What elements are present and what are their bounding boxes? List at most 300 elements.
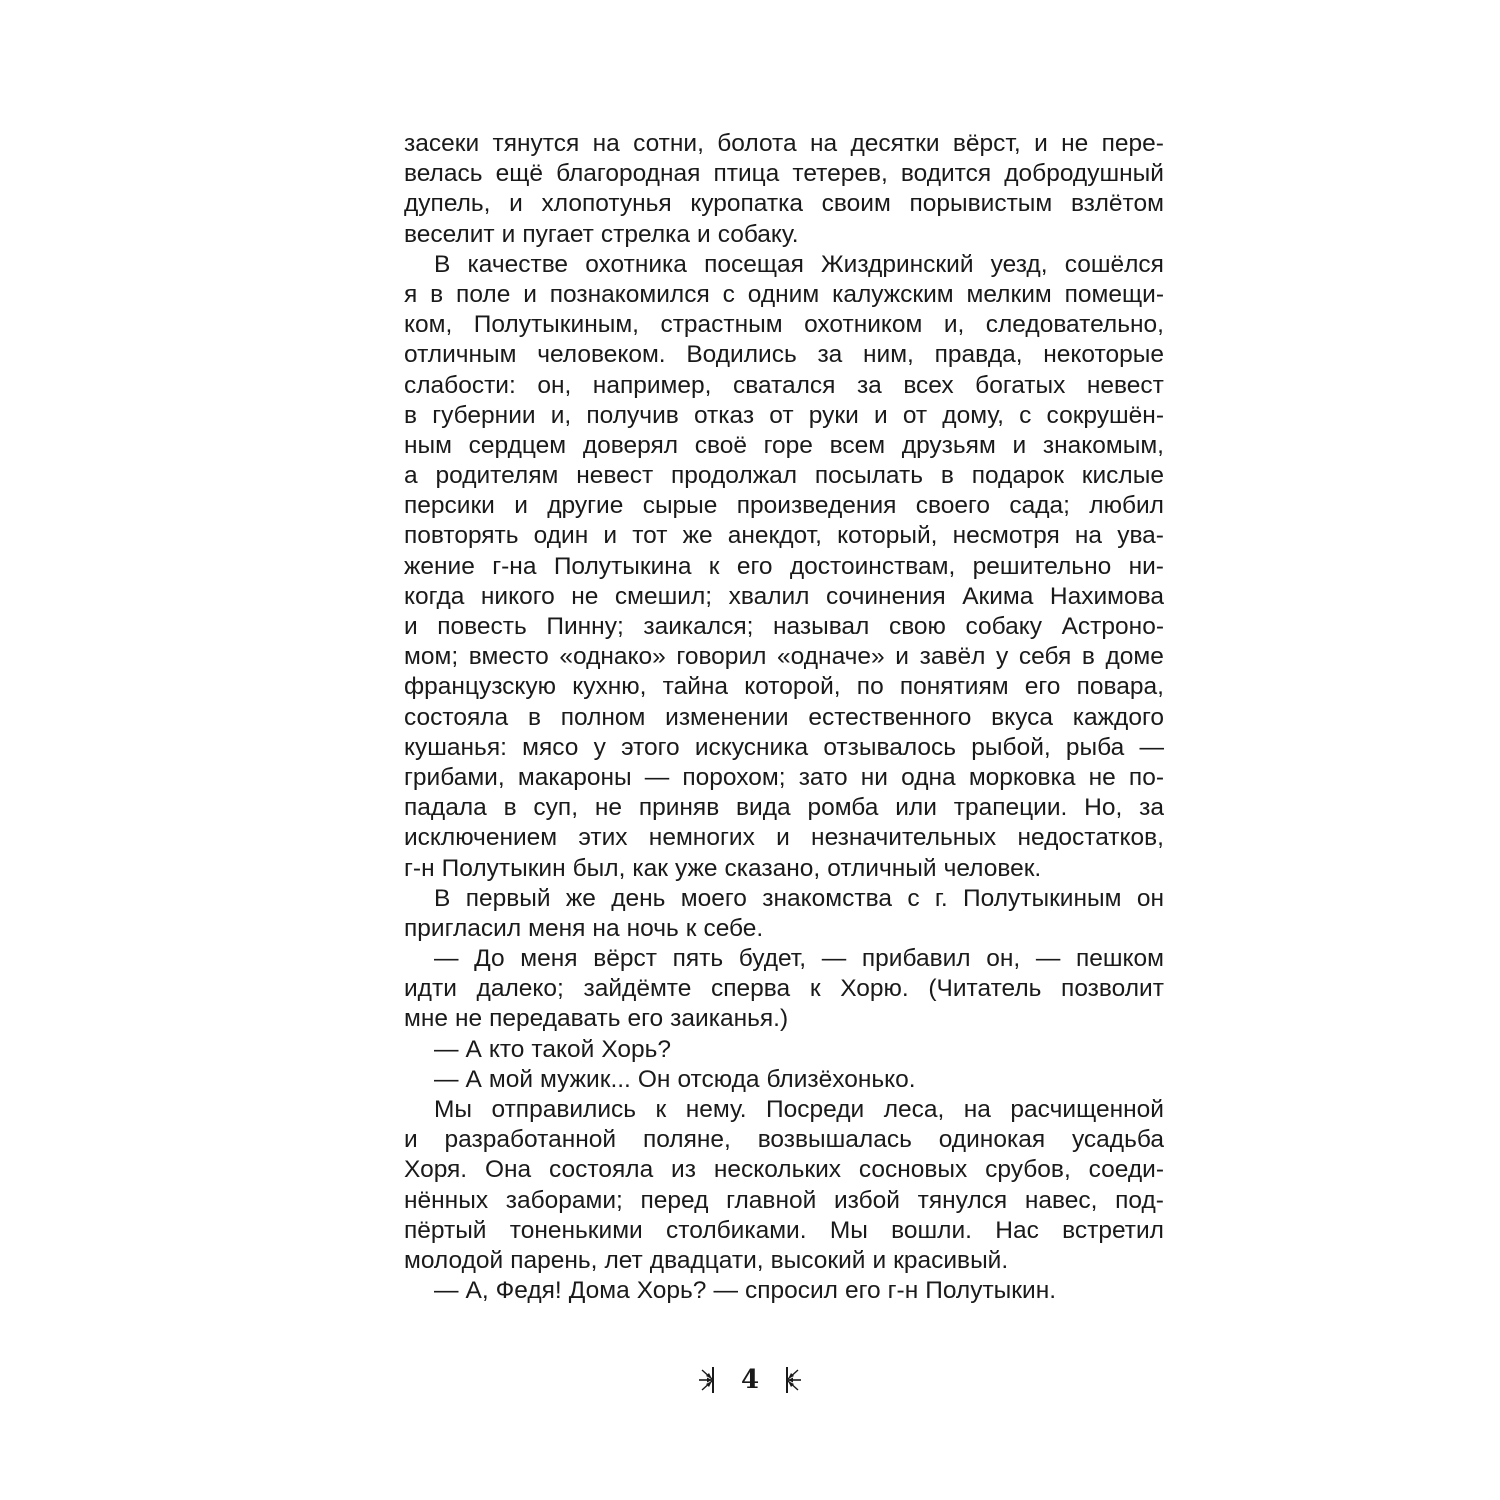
word: — xyxy=(434,1035,459,1063)
word: заборами; xyxy=(505,1186,623,1214)
word: Хорь? xyxy=(636,1277,707,1305)
word: ночь xyxy=(626,914,679,942)
word: А xyxy=(465,1065,482,1093)
word: Мы xyxy=(829,1216,868,1244)
word: человек. xyxy=(943,854,1042,882)
word: В xyxy=(434,884,451,912)
word: Дома xyxy=(568,1277,630,1305)
text-line xyxy=(404,854,1164,884)
word: куропатка xyxy=(690,190,803,218)
word: горе xyxy=(763,431,813,459)
word: морковка xyxy=(968,763,1076,791)
word: из xyxy=(671,1156,696,1184)
word: — xyxy=(1139,733,1164,761)
word: под- xyxy=(1115,1186,1164,1214)
word: продолжал xyxy=(671,462,798,490)
word: близёхонько. xyxy=(766,1065,916,1093)
word: французскую xyxy=(404,673,557,701)
word: навес, xyxy=(1024,1186,1098,1214)
word: мом; xyxy=(404,643,459,671)
text-line xyxy=(404,1216,1164,1246)
word: доверял xyxy=(582,431,679,459)
word: Мы xyxy=(434,1096,473,1123)
word: по- xyxy=(1128,763,1164,791)
word: ромба xyxy=(807,794,879,822)
word: пригласил xyxy=(404,914,522,942)
word: главной xyxy=(726,1186,817,1214)
text-line xyxy=(404,129,1164,159)
word: мужик... xyxy=(540,1065,631,1093)
word: приняв xyxy=(638,794,720,822)
word: за xyxy=(817,341,843,369)
text-line xyxy=(404,552,1164,582)
word: собаку xyxy=(965,613,1043,640)
word: знакомым, xyxy=(1042,431,1164,459)
word: к xyxy=(809,975,821,1003)
text-line xyxy=(404,1155,1164,1185)
word: заиканья.) xyxy=(670,1005,789,1033)
word: помещи- xyxy=(1064,280,1164,308)
word: у xyxy=(593,733,606,761)
word: взлётом xyxy=(1070,190,1164,218)
word: за xyxy=(1139,794,1164,822)
word: друзьям xyxy=(901,431,996,459)
word: расчищенной xyxy=(1010,1096,1164,1123)
word: по xyxy=(856,673,884,701)
word: и xyxy=(776,824,790,852)
word: ува- xyxy=(1117,522,1164,550)
word: у xyxy=(996,643,1009,671)
word: на xyxy=(1074,522,1103,550)
word: веселит xyxy=(404,220,495,248)
word: своим xyxy=(821,190,891,218)
word: говорил xyxy=(676,643,767,671)
word: встретил xyxy=(1062,1216,1164,1244)
word: Полутыкина xyxy=(553,552,692,580)
word: добродушный xyxy=(1004,160,1164,188)
word: мелким xyxy=(966,280,1052,308)
word: называл xyxy=(772,613,870,640)
word: полном xyxy=(560,703,646,731)
word: тянутся xyxy=(492,130,580,157)
word: молодой xyxy=(404,1246,504,1274)
word: ным xyxy=(404,431,452,459)
word: одна xyxy=(901,763,956,791)
word: вкуса xyxy=(991,703,1053,731)
word: Водились xyxy=(686,341,797,369)
word: хлопотунья xyxy=(541,190,672,218)
word: себя xyxy=(1018,643,1072,671)
word: поле xyxy=(456,280,511,308)
word: одинокая xyxy=(938,1126,1046,1154)
text-line xyxy=(404,823,1164,853)
word: меня xyxy=(520,945,578,973)
word: например, xyxy=(592,371,712,399)
word: к xyxy=(685,914,697,942)
word: он xyxy=(1136,884,1164,912)
word: и xyxy=(404,613,418,640)
word: стрелка xyxy=(600,220,690,248)
word: До xyxy=(474,945,505,973)
word: следовательно, xyxy=(985,311,1164,339)
text-line xyxy=(404,401,1164,431)
text-line xyxy=(404,1246,1164,1276)
word: благородная xyxy=(556,160,701,188)
word: пугает xyxy=(522,220,594,248)
text-line xyxy=(404,220,1164,250)
word: моего xyxy=(680,884,747,912)
word: некоторые xyxy=(1043,341,1164,369)
word: идти xyxy=(404,975,457,1003)
word: пере- xyxy=(1101,130,1164,157)
word: красивый. xyxy=(893,1246,1009,1274)
word: себе. xyxy=(703,914,764,942)
word: в xyxy=(404,401,418,429)
text-line xyxy=(404,1035,1164,1065)
word: Федя! xyxy=(495,1277,562,1305)
word: немногих xyxy=(648,824,755,852)
word: недостатков, xyxy=(1017,824,1164,852)
word: его xyxy=(627,1005,664,1033)
word: тянулся xyxy=(917,1186,1008,1214)
word: спросил xyxy=(744,1277,838,1305)
word: отказ xyxy=(693,401,755,429)
word: вместо xyxy=(468,643,549,671)
word: свою xyxy=(888,613,946,640)
word: произведения xyxy=(736,492,897,520)
word: двадцати, xyxy=(649,1246,764,1274)
word: мне xyxy=(404,1005,448,1033)
word: тот xyxy=(632,522,668,550)
word: Хорю. xyxy=(840,975,909,1003)
word: дому, xyxy=(942,401,1004,429)
text-line xyxy=(404,371,1164,401)
word: или xyxy=(895,794,937,822)
word: Она xyxy=(484,1156,532,1184)
word: «однако» xyxy=(559,643,666,671)
word: уже xyxy=(675,854,718,882)
word: лет xyxy=(604,1246,643,1274)
word: пять xyxy=(672,945,724,973)
word: вошли. xyxy=(891,1216,972,1244)
text-line xyxy=(404,582,1164,612)
word: в xyxy=(430,280,444,308)
word: сошёлся xyxy=(1064,250,1164,278)
word: охотника xyxy=(585,250,687,278)
word: Полутыкин. xyxy=(925,1277,1057,1305)
word: первый xyxy=(465,884,551,912)
word: получив xyxy=(586,401,679,429)
word: макароны xyxy=(517,763,632,791)
word: когда xyxy=(404,582,465,610)
word: водится xyxy=(900,160,992,188)
word: богатых xyxy=(975,371,1066,399)
word: и, xyxy=(943,311,965,339)
word: завёл xyxy=(919,643,986,671)
word: отправились xyxy=(491,1096,637,1123)
word: Жиздринский xyxy=(821,250,974,278)
word: падала xyxy=(404,794,487,822)
text-line xyxy=(404,280,1164,310)
word: леса, xyxy=(883,1096,945,1123)
word: в xyxy=(527,703,541,731)
text-line xyxy=(404,612,1164,642)
text-line xyxy=(404,703,1164,733)
word: — xyxy=(1035,945,1061,973)
word: невест xyxy=(1086,371,1164,399)
word: своего xyxy=(915,492,991,520)
word: же xyxy=(565,884,596,912)
text-line xyxy=(404,1125,1164,1155)
word: а xyxy=(404,462,418,490)
text-line xyxy=(404,340,1164,370)
word: и xyxy=(1012,431,1027,459)
text-line xyxy=(404,1065,1164,1095)
word: тайна xyxy=(662,673,729,701)
text-line xyxy=(404,642,1164,672)
word: ком, xyxy=(404,311,453,339)
word: день xyxy=(611,884,666,912)
word: вёрст xyxy=(593,945,657,973)
text-line xyxy=(404,310,1164,340)
word: — xyxy=(434,1277,459,1305)
word: вёрст, xyxy=(952,130,1021,157)
word: Астроно- xyxy=(1061,613,1164,640)
word: усадьба xyxy=(1071,1126,1164,1154)
text-line xyxy=(404,431,1164,461)
word: его xyxy=(844,1277,881,1305)
word: и xyxy=(1034,130,1048,157)
word: кто xyxy=(488,1035,525,1063)
word: (Читатель xyxy=(928,975,1042,1003)
word: — xyxy=(434,1065,459,1093)
word: один xyxy=(533,522,589,550)
word: и xyxy=(509,190,523,218)
word: — xyxy=(434,945,459,973)
word: который, xyxy=(837,522,938,550)
word: смешил; xyxy=(614,582,713,610)
word: этих xyxy=(578,824,628,852)
word: познакомился xyxy=(549,280,710,308)
word: он, xyxy=(537,371,572,399)
text-line xyxy=(404,159,1164,189)
word: и xyxy=(404,1126,418,1154)
word: засеки xyxy=(404,130,480,157)
word: сочинения xyxy=(825,582,946,610)
word: тоненькими xyxy=(509,1216,643,1244)
word: зато xyxy=(798,763,848,791)
word: Хорь? xyxy=(601,1035,672,1063)
word: от xyxy=(769,401,794,429)
word: достоинствам, xyxy=(789,552,956,580)
word: хвалил xyxy=(728,582,810,610)
word: разработанной xyxy=(444,1126,617,1154)
word: не xyxy=(571,582,599,610)
word: меня xyxy=(528,914,586,942)
word: страстным xyxy=(660,311,783,339)
word: г-н xyxy=(887,1277,919,1305)
word: мясо xyxy=(522,733,579,761)
word: В xyxy=(434,250,451,278)
word: калужским xyxy=(832,280,954,308)
word: такой xyxy=(531,1035,595,1063)
word: нескольких xyxy=(713,1156,842,1184)
word: жение xyxy=(404,552,475,580)
word: Акима xyxy=(962,582,1034,610)
word: не xyxy=(455,1005,483,1033)
word: сердцем xyxy=(468,431,567,459)
word: на xyxy=(592,130,620,157)
text-line xyxy=(404,944,1164,974)
word: на xyxy=(809,130,838,157)
word: ещё xyxy=(495,160,543,188)
word: Нас xyxy=(995,1216,1039,1244)
word: качестве xyxy=(467,250,569,278)
word: поляне, xyxy=(642,1126,731,1154)
word: ним, xyxy=(863,341,914,369)
word: невест xyxy=(576,462,654,490)
page-body xyxy=(404,129,1164,1306)
word: соеди- xyxy=(1088,1156,1164,1184)
word: другие xyxy=(547,492,624,520)
word: столбиками. xyxy=(666,1216,807,1244)
text-line xyxy=(404,914,1164,944)
text-line xyxy=(404,672,1164,702)
word: и xyxy=(697,220,711,248)
word: пёртый xyxy=(404,1216,487,1244)
word: был, xyxy=(572,854,626,882)
ornament-right-icon xyxy=(781,1365,803,1395)
word: посещая xyxy=(704,250,804,278)
word: доме xyxy=(1105,643,1164,671)
word: повара, xyxy=(1076,673,1164,701)
word: его xyxy=(736,552,773,580)
word: Посреди xyxy=(766,1096,865,1123)
word: персики xyxy=(404,492,495,520)
word: одним xyxy=(747,280,820,308)
word: и xyxy=(895,643,909,671)
word: его xyxy=(1024,673,1061,701)
word: А, xyxy=(465,1277,489,1305)
text-line xyxy=(404,1095,1164,1125)
word: ни xyxy=(860,763,888,791)
word: г-н xyxy=(404,854,435,882)
text-line xyxy=(404,1276,1164,1306)
text-line xyxy=(404,491,1164,521)
word: собаку. xyxy=(717,220,799,248)
word: уезд, xyxy=(990,250,1048,278)
word: Хоря. xyxy=(404,1156,468,1184)
word: и xyxy=(603,522,618,550)
word: на xyxy=(592,914,620,942)
word: понятиям xyxy=(899,673,1009,701)
word: состояла xyxy=(549,1156,654,1184)
word: нённых xyxy=(404,1186,489,1214)
word: кислые xyxy=(1081,462,1164,490)
word: несмотря xyxy=(952,522,1060,550)
word: на xyxy=(963,1096,991,1123)
word: сказано, xyxy=(724,854,821,882)
word: и xyxy=(523,280,537,308)
word: исключением xyxy=(404,824,558,852)
word: — xyxy=(821,945,847,973)
word: мой xyxy=(488,1065,533,1093)
word: в xyxy=(503,794,517,822)
word: пешком xyxy=(1075,945,1164,973)
word: заикался; xyxy=(643,613,754,640)
word: губернии xyxy=(432,401,536,429)
word: которой, xyxy=(744,673,841,701)
word: с xyxy=(1019,401,1032,429)
word: отличный xyxy=(827,854,937,882)
word: ни- xyxy=(1128,552,1164,580)
text-line xyxy=(404,793,1164,823)
word: я xyxy=(404,280,418,308)
word: повторять xyxy=(404,522,519,550)
word: состояла xyxy=(404,703,509,731)
word: болота xyxy=(717,130,797,157)
word: — xyxy=(644,763,670,791)
word: всех xyxy=(903,371,954,399)
word: Полутыкиным, xyxy=(473,311,639,339)
word: же xyxy=(682,522,713,550)
word: каждого xyxy=(1072,703,1164,731)
word: отличным xyxy=(404,341,517,369)
word: отсюда xyxy=(677,1065,760,1093)
word: рыба xyxy=(1065,733,1125,761)
word: тетерев, xyxy=(792,160,888,188)
word: сосновых xyxy=(858,1156,968,1184)
word: анекдот, xyxy=(727,522,822,550)
word: дупель, xyxy=(404,190,491,218)
word: незначительных xyxy=(811,824,997,852)
word: родителям xyxy=(435,462,559,490)
word: в xyxy=(940,462,954,490)
word: позволит xyxy=(1061,975,1164,1003)
word: — xyxy=(713,1277,738,1305)
word: охотником xyxy=(804,311,923,339)
word: Но, xyxy=(1084,794,1123,822)
word: суп, xyxy=(533,794,578,822)
word: сперва xyxy=(711,975,791,1003)
text-line xyxy=(404,763,1164,793)
word: кушанья: xyxy=(404,733,507,761)
text-line xyxy=(404,884,1164,914)
word: и, xyxy=(550,401,572,429)
word: будет, xyxy=(738,945,807,973)
word: велась xyxy=(404,160,483,188)
word: возвышалась xyxy=(757,1126,912,1154)
word: и xyxy=(501,220,516,248)
word: посылать xyxy=(814,462,923,490)
word: Полутыкиным xyxy=(963,884,1122,912)
ornament-left-icon xyxy=(697,1365,719,1395)
word: этого xyxy=(621,733,680,761)
text-line xyxy=(404,461,1164,491)
word: сотни, xyxy=(633,130,704,157)
word: за xyxy=(856,371,882,399)
word: сокрушён- xyxy=(1046,401,1164,429)
word: зайдёмте xyxy=(583,975,692,1003)
word: парень, xyxy=(510,1246,598,1274)
word: А xyxy=(465,1035,482,1063)
word: кухню, xyxy=(572,673,647,701)
word: в xyxy=(1081,643,1095,671)
text-line xyxy=(404,974,1164,1004)
word: избой xyxy=(833,1186,900,1214)
word: никого xyxy=(480,582,555,610)
word: трапеции. xyxy=(953,794,1068,822)
